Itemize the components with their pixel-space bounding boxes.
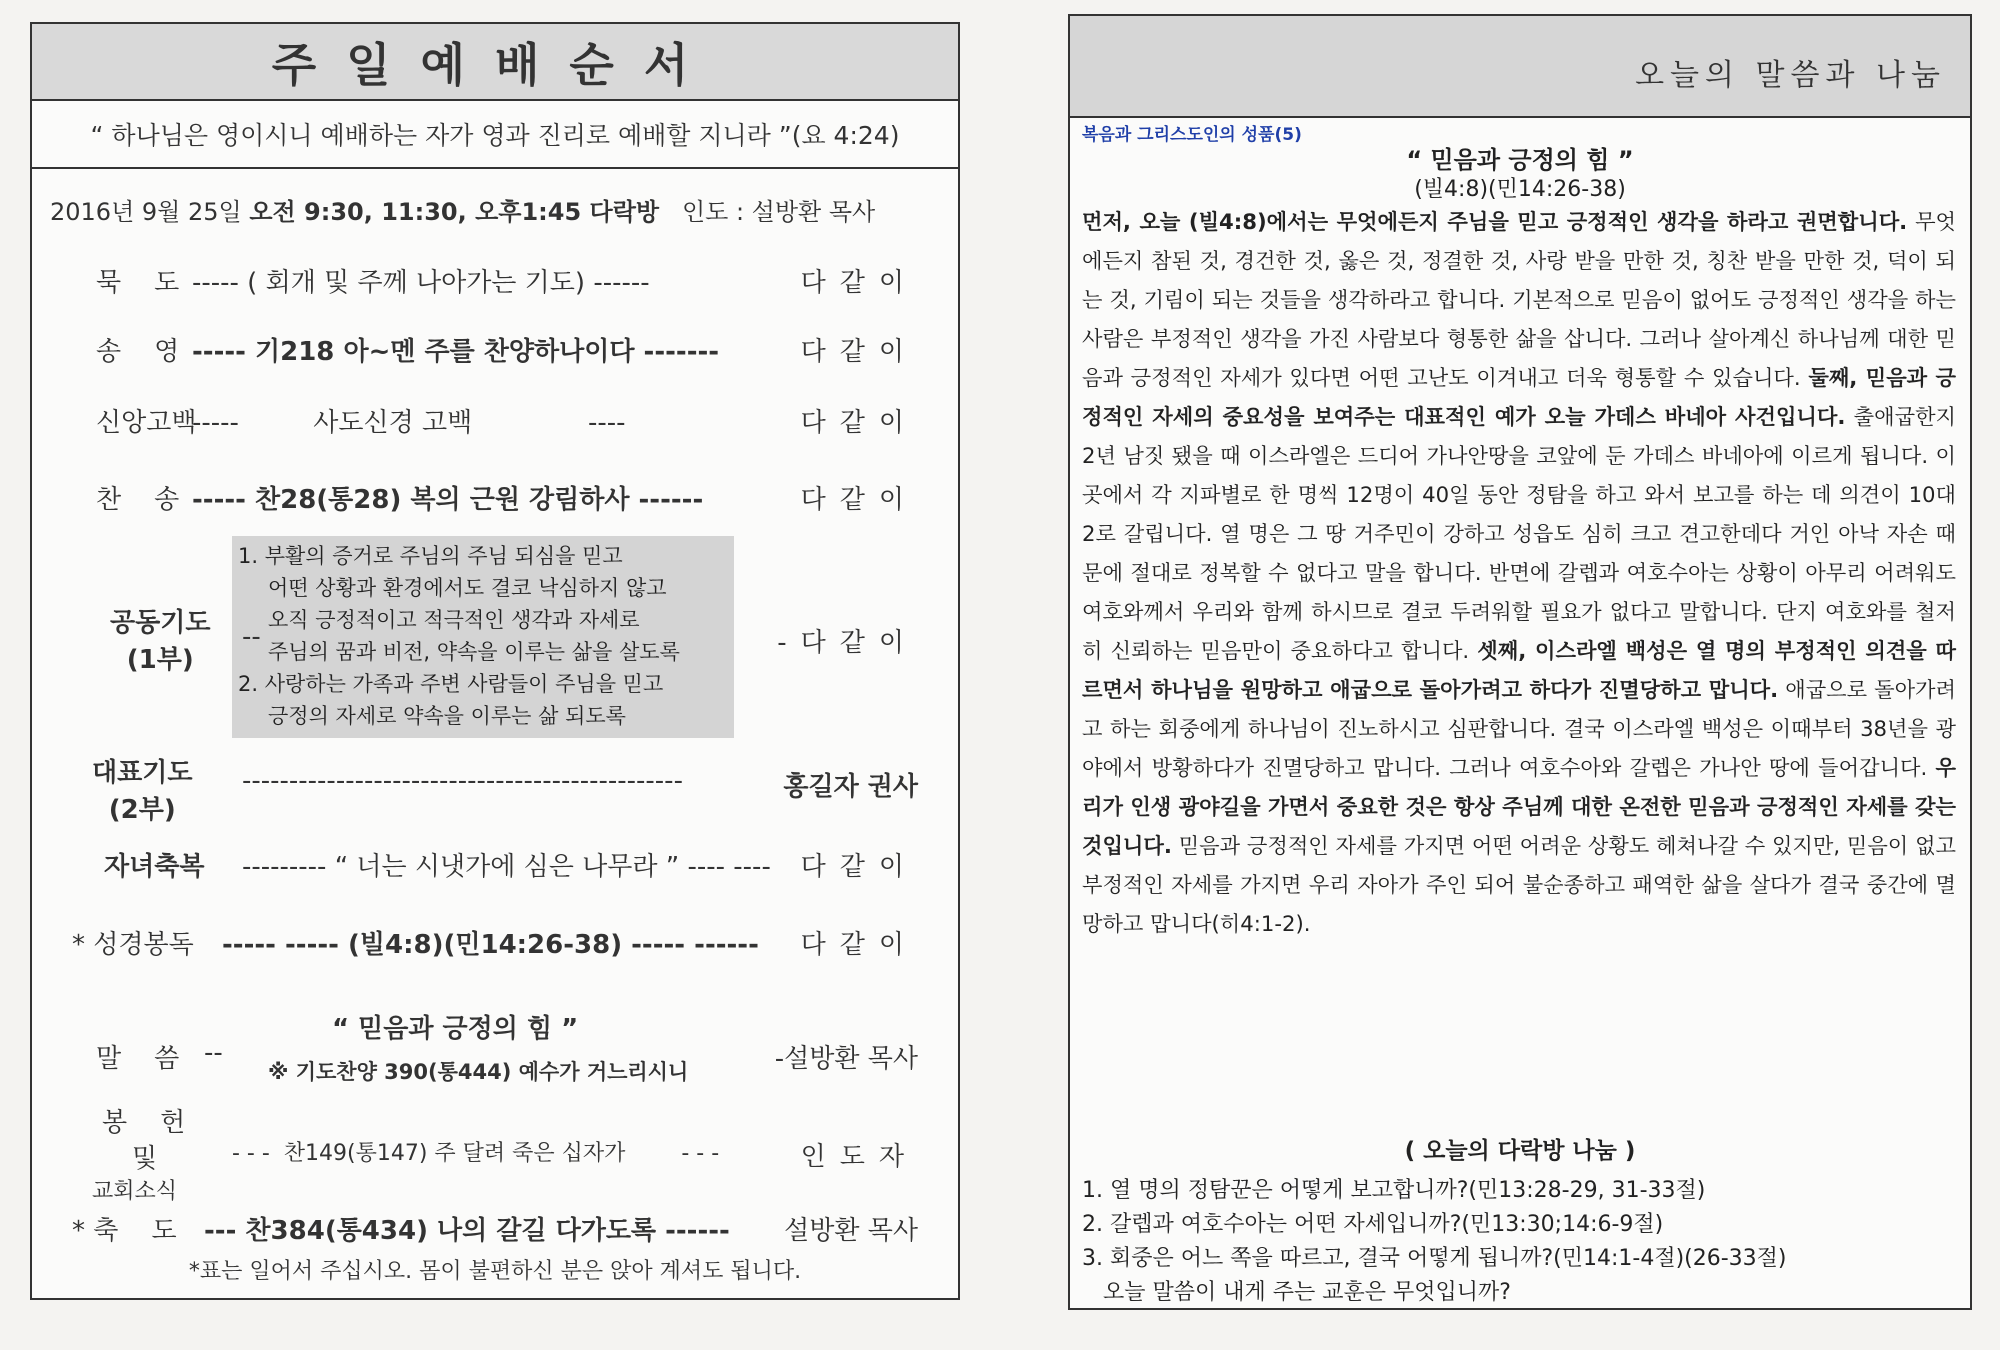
prayer-line: 오직 긍정적이고 적극적인 생각과 자세로 <box>268 608 640 632</box>
order-item: -- <box>204 1038 223 1068</box>
order-label: 대표기도 (2부) <box>92 758 193 825</box>
order-responsible: 다같이 <box>800 930 918 960</box>
order-item: ----- ----- (빌4:8)(민14:26-38) ----- ------ <box>222 930 759 960</box>
order-responsible: 인도자 <box>800 1142 918 1172</box>
order-responsible: 다같이 <box>800 485 918 515</box>
order-item: ----- 찬28(통28) 복의 근원 강림하사 ------ <box>192 485 704 515</box>
service-times: 오전 9:30, 11:30, 오후1:45 다락방 <box>249 198 660 226</box>
worship-order-panel <box>30 22 960 1300</box>
service-leader: 인도 : 설방환 목사 <box>681 198 876 226</box>
sermon-reference: (빌4:8)(민14:26-38) <box>1414 177 1626 202</box>
theme-verse: “ 하나님은 영이시니 예배하는 자가 영과 진리로 예배할 지니라 ”(요 4:24) <box>32 101 958 169</box>
order-item: ----- ( 회개 및 주께 나아가는 기도) ------ <box>192 268 650 298</box>
prayer-line: 어떤 상황과 환경에서도 결코 낙심하지 않고 <box>268 576 667 600</box>
order-label: 봉 헌 <box>102 1108 186 1138</box>
order-responsible: 다같이 <box>800 268 918 298</box>
question-item: 2. 갈렙과 여호수아는 어떤 자세입니까?(민13:30;14:6-9절) <box>1082 1212 1664 1237</box>
order-responsible: 다같이 <box>800 852 918 882</box>
body-segment: 셋째, 이스라엘 백성은 열 명의 부정적인 의견을 따르면서 하나님을 원망하고 애굽으로 돌아가려고 하다가 진멸당하고 맙니다. <box>1082 638 1956 702</box>
service-date: 2016년 9월 25일 <box>50 198 250 226</box>
order-label: * 축 도 <box>72 1216 177 1246</box>
order-item: - - - 찬149(통147) 주 달려 죽은 십자가 - - - <box>232 1141 720 1166</box>
question-item: 3. 회중은 어느 쪽을 따르고, 결국 어떻게 됩니까?(민14:1-4절)(26-33절) <box>1082 1246 1787 1271</box>
order-label: 찬 송 <box>96 485 180 515</box>
sermon-sharing-title: 오늘의 말씀과 나눔 <box>1635 58 1946 93</box>
order-item: --- 찬384(통434) 나의 갈길 다가도록 ------ <box>204 1216 730 1246</box>
joint-prayer-box <box>232 536 734 738</box>
order-item: --------- “ 너는 시냇가에 심은 나무라 ” ---- ---- <box>242 852 771 882</box>
body-segment: 둘째, 믿음과 긍정적인 자세의 중요성을 보여주는 대표적인 예가 오늘 가데스 바네아 사건입니다. <box>1082 365 1956 429</box>
body-segment: 먼저, 오늘 (빌4:8)에서는 무엇에든지 주님을 믿고 긍정적인 생각을 하라고 권면합니다. <box>1082 209 1908 234</box>
order-label-news: 교회소식 <box>92 1179 178 1204</box>
order-label: 공동기도 (1부) <box>110 608 211 675</box>
order-row-sermon <box>72 1008 938 1088</box>
sermon-title: “ 믿음과 긍정의 힘 ” <box>332 1014 579 1044</box>
order-responsible: 다같이 <box>800 408 918 438</box>
body-segment: 무엇에든지 참된 것, 경건한 것, 옳은 것, 정결한 것, 사랑 받을 만한 것, 칭찬 받을 만한 것, 덕이 되는 것, 기림이 되는 것들을 생각하라고 합니다. 기본적으로 믿음이 없어도 긍정적인 생각을 하는 사람은 부정적인 생각을 가진 사람보다 형통한 삶을 삽니다. 그러나 살아계신 하나님께 대한 믿음과 긍정적인 자세가 있다면 어떤 고난도 이겨내고 더욱 형통할 수 있습니다. <box>1082 209 1956 390</box>
order-item: ----- 기218 아~멘 주를 찬양하나이다 ------- <box>192 337 720 367</box>
order-responsible: 홍길자 권사 <box>783 772 918 802</box>
series-label: 복음과 그리스도인의 성품(5) <box>1082 125 1302 145</box>
order-responsible: -설방환 목사 <box>774 1044 918 1074</box>
sermon-body <box>1082 202 1956 943</box>
order-label: 송 영 <box>96 337 180 367</box>
order-responsible: 설방환 목사 <box>784 1216 918 1246</box>
order-label: * 성경봉독 <box>72 930 194 960</box>
prayer-line: 긍정의 자세로 약속을 이루는 삶 되도록 <box>268 704 626 728</box>
order-label: 신앙고백 <box>96 408 197 438</box>
sermon-sharing-header <box>1070 16 1970 118</box>
service-date-line <box>50 192 875 227</box>
order-label: 말 씀 <box>96 1044 180 1074</box>
order-label-and: 및 <box>132 1144 158 1174</box>
sermon-sharing-panel <box>1068 14 1972 1310</box>
body-segment: 출애굽한지 2년 남짓 됐을 때 이스라엘은 드디어 가나안땅을 코앞에 둔 가데스 바네아에 이르게 됩니다. 이곳에서 각 지파별로 한 명씩 12명이 40일 동안 정탐을 하고 와서 보고를 하는 데 의견이 10대 2로 갈립니다. 열 명은 그 땅 거주민이 강하고 성읍도 심히 크고 견고한데다 거인 아낙 자손 때문에 절대로 정복할 수 없다고 말을 합니다. 반면에 갈렙과 여호수아는 상황이 아무리 어려워도 여호와께서 우리와 함께 하시므로 결코 두려워할 필요가 없다고 말합니다. 단지 여호와를 철저히 신뢰하는 믿음만이 중요하다고 합니다. <box>1082 404 1956 663</box>
prayer-line: 주님의 꿈과 비전, 약속을 이루는 삶을 살도록 <box>268 640 680 664</box>
prayer-line: 1. 부활의 증거로 주님의 주님 되심을 믿고 <box>238 544 623 568</box>
order-row-offering <box>72 1102 938 1212</box>
order-label: 묵 도 <box>96 268 180 298</box>
order-item: -- <box>242 622 261 652</box>
worship-order-header <box>32 24 958 101</box>
sermon-title: “ 믿음과 긍정의 힘 ” <box>1406 146 1634 174</box>
order-item: ----- 사도신경 고백 ---- <box>192 408 626 438</box>
body-segment: 믿음과 긍정적인 자세를 가지면 어떤 어려운 상황도 헤쳐나갈 수 있지만, 믿음이 없고 부정적인 자세를 가지면 우리 자아가 주인 되어 불순종하고 패역한 삶을 살다가 결국 중간에 멸망하고 맙니다(히4:1-2). <box>1082 833 1956 936</box>
worship-order-title: 주일예배순서 <box>271 37 719 92</box>
sermon-hymn: ※ 기도찬양 390(통444) 예수가 거느리시니 <box>268 1060 689 1084</box>
order-responsible: -다같이 <box>777 628 918 658</box>
order-item: ----------------------------------------------- <box>242 766 683 796</box>
question-item: 오늘 말씀이 내게 주는 교훈은 무엇입니까? <box>1082 1280 1511 1305</box>
share-title: ( 오늘의 다락방 나눔 ) <box>1404 1138 1636 1164</box>
body-segment: 우리가 인생 광야길을 가면서 중요한 것은 항상 주님께 대한 온전한 믿음과 긍정적인 자세를 갖는 것입니다. <box>1082 755 1956 858</box>
order-responsible: 다같이 <box>800 337 918 367</box>
standing-footnote: *표는 일어서 주십시오. 몸이 불편하신 분은 앉아 계셔도 됩니다. <box>188 1259 802 1284</box>
share-questions <box>1082 1174 1787 1310</box>
prayer-line: 2. 사랑하는 가족과 주변 사람들이 주님을 믿고 <box>238 672 664 696</box>
question-item: 1. 열 명의 정탐꾼은 어떻게 보고합니까?(민13:28-29, 31-33절) <box>1082 1178 1706 1203</box>
order-label: 자녀축복 <box>104 852 205 882</box>
body-segment: 애굽으로 돌아가려고 하는 회중에게 하나님이 진노하시고 심판합니다. 결국 이스라엘 백성은 이때부터 38년을 광야에서 방황하다가 진멸당하고 맙니다. 그러나 여호수아와 갈렙은 가나안 땅에 들어갑니다. <box>1082 677 1956 780</box>
